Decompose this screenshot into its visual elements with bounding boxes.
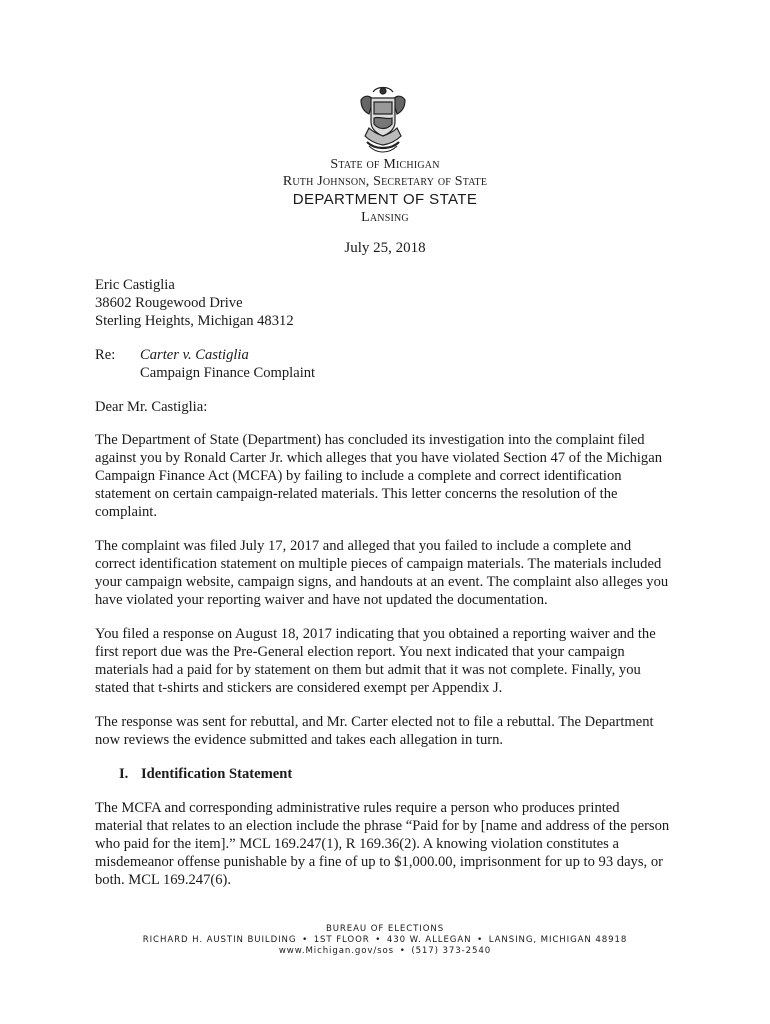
footer-address [0, 935, 770, 946]
footer-separator: • [375, 935, 382, 945]
footer-floor: 1ST FLOOR [313, 935, 370, 945]
footer-bureau: BUREAU OF ELECTIONS [325, 924, 445, 934]
recipient-address [95, 276, 670, 330]
letter-date: July 25, 2018 [344, 240, 426, 256]
letterhead-department: DEPARTMENT OF STATE [292, 191, 478, 208]
paragraph: You filed a response on August 18, 2017 indicating that you obtained a reporting waiver and the first report due was the Pre-General election report. You next indicated that your campaign materials had a paid for by statement on them but admit that it was not complete. Finally, you stated that t-shirts and stickers are considered exempt per Appendix J. [95, 626, 656, 696]
footer-contact [0, 946, 770, 957]
letter-footer [0, 924, 770, 957]
paragraph: The response was sent for rebuttal, and Mr. Carter elected not to file a rebuttal. The Department now reviews the evidence submitted and takes each allegation in turn. [95, 714, 654, 748]
recipient-street: 38602 Rougewood Drive [95, 295, 243, 311]
footer-phone: (517) 373-2540 [411, 946, 492, 956]
letterhead-state: State of Michigan [330, 157, 440, 172]
re-subject: Campaign Finance Complaint [140, 365, 316, 381]
letterhead-secretary: Ruth Johnson, Secretary of State [282, 174, 488, 189]
footer-website: www.Michigan.gov/sos [278, 946, 395, 956]
paragraph: The Department of State (Department) has concluded its investigation into the complaint filed against you by Ronald Carter Jr. which alleges that you have violated Section 47 of the Michigan Campaign Finance Act (MCFA) by failing to include a complete and correct identification statement on certain campaign-related materials. This letter concerns the resolution of the complaint. [95, 432, 662, 520]
recipient-name: Eric Castiglia [95, 277, 175, 293]
section-paragraph: The MCFA and corresponding administrative rules require a person who produces printed material that relates to an election include the phrase “Paid for by [name and address of the person who paid for the item].” MCL 169.247(1), R 169.36(2). A knowing violation constitutes a misdemeanor offense punishable by a fine of up to $1,000.00, imprisonment for up to 93 days, or both. MCL 169.247(6). [95, 800, 670, 888]
section-title: Identification Statement [141, 766, 293, 782]
paragraph: The complaint was filed July 17, 2017 and alleged that you failed to include a complete and correct identification statement on multiple pieces of campaign materials. The materials included your campaign website, campaign signs, and handouts at an event. The complaint also alleges you have violated your reporting waiver and have not updated the documentation. [95, 538, 669, 608]
letterhead [0, 156, 770, 226]
re-case-name: Carter v. Castiglia [140, 347, 249, 363]
letter-body [95, 276, 670, 905]
section-heading [119, 765, 670, 783]
footer-building: RICHARD H. AUSTIN BUILDING [142, 935, 297, 945]
footer-separator: • [399, 946, 406, 956]
footer-street: 430 W. ALLEGAN [386, 935, 472, 945]
letterhead-city: Lansing [361, 210, 409, 225]
footer-city: LANSING, MICHIGAN 48918 [488, 935, 628, 945]
re-details [140, 346, 315, 382]
recipient-city: Sterling Heights, Michigan 48312 [95, 313, 294, 329]
re-line [95, 346, 670, 382]
salutation: Dear Mr. Castiglia: [95, 399, 208, 415]
footer-separator: • [477, 935, 484, 945]
michigan-state-seal-icon [351, 84, 415, 156]
footer-separator: • [302, 935, 309, 945]
re-label: Re: [95, 347, 116, 363]
section-number: I. [119, 766, 129, 782]
